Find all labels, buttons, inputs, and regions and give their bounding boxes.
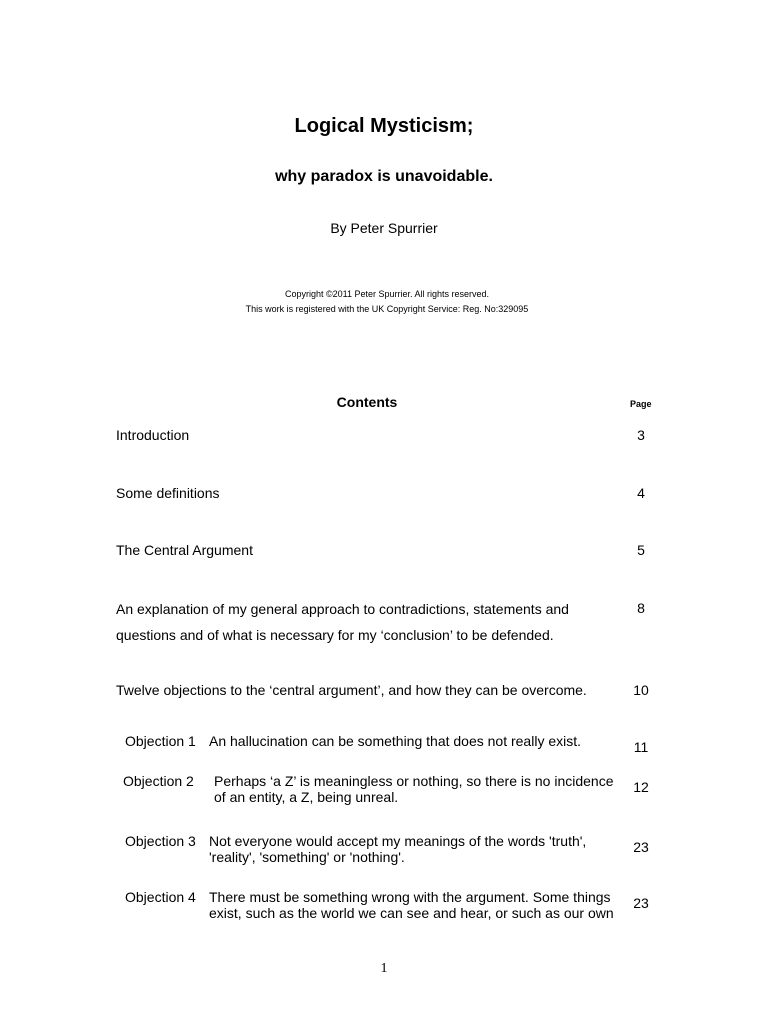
objection-page: 23: [633, 895, 649, 911]
objection-text-line1: Not everyone would accept my meanings of the words 'truth',: [209, 833, 587, 849]
objection-label: Objection 3: [125, 833, 196, 849]
objection-text: [209, 889, 619, 921]
document-subtitle: why paradox is unavoidable.: [275, 168, 493, 185]
objection-text-line2: of an entity, a Z, being unreal.: [214, 789, 399, 805]
objection-text-line1: An hallucination can be something that does not really exist.: [209, 733, 582, 749]
copyright-notice: Copyright ©2011 Peter Spurrier. All rights reserved.: [284, 289, 490, 299]
objection-text: [209, 733, 619, 749]
page-number: 1: [380, 961, 388, 976]
objection-text: [209, 833, 619, 865]
page-column-heading: Page: [630, 399, 652, 409]
objection-label: Objection 1: [125, 733, 196, 749]
objection-page: 23: [633, 839, 649, 855]
objection-label: Objection 2: [123, 773, 194, 789]
toc-entry-page: 4: [637, 485, 645, 501]
registration-notice: This work is registered with the UK Copyright Service: Reg. No:329095: [245, 304, 529, 314]
toc-entry-text: Some definitions: [116, 485, 220, 501]
objection-text-line2: exist, such as the world we can see and hear, or such as our own: [209, 905, 614, 921]
objection-text-line1: Perhaps ‘a Z’ is meaningless or nothing, so there is no incidence: [214, 773, 614, 789]
objection-page: 12: [633, 779, 649, 795]
toc-entry-page: 3: [637, 427, 645, 443]
contents-heading: Contents: [336, 394, 398, 410]
toc-entry-text: The Central Argument: [116, 542, 253, 558]
toc-entry-page: 5: [637, 542, 645, 558]
objection-text-line2: 'reality', 'something' or 'nothing'.: [209, 849, 405, 865]
toc-entry-text: Twelve objections to the ‘central argument’, and how they can be overcome.: [116, 682, 587, 698]
toc-entry-page: 8: [637, 600, 645, 616]
document-title: Logical Mysticism;: [294, 115, 474, 137]
toc-entry-page: 10: [633, 682, 649, 698]
objection-text-line1: There must be something wrong with the argument. Some things: [209, 889, 611, 905]
toc-entry-text: Introduction: [116, 427, 190, 443]
toc-entry-text-line1: An explanation of my general approach to contradictions, statements and: [116, 601, 569, 617]
objection-text: [214, 773, 624, 805]
author-line: By Peter Spurrier: [330, 220, 438, 236]
objection-label: Objection 4: [125, 889, 196, 905]
toc-entry-text-line2: questions and of what is necessary for my ‘conclusion’ to be defended.: [116, 627, 554, 643]
objection-page: 11: [633, 739, 649, 755]
